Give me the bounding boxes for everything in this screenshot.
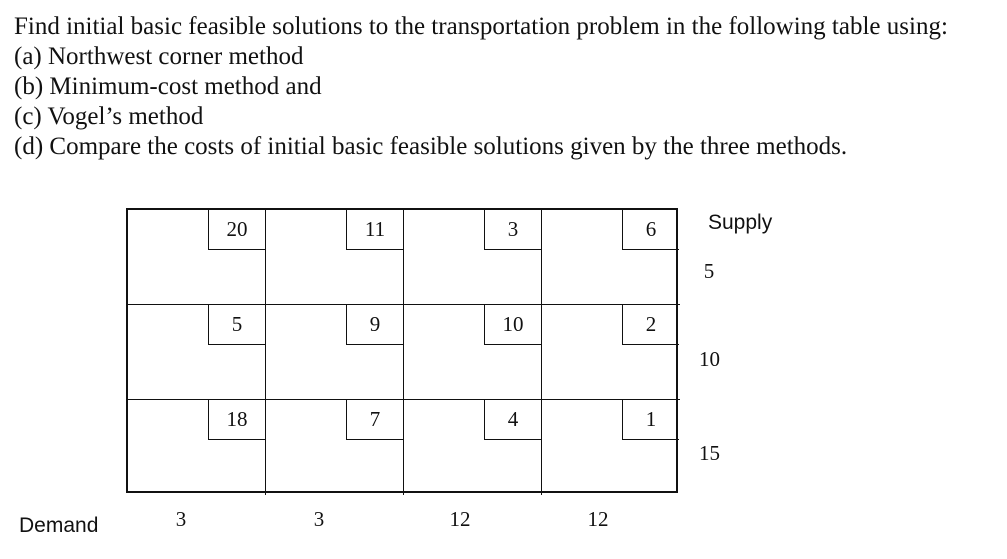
demand-value-col-3: 12 <box>449 507 471 531</box>
demand-value-col-2: 3 <box>313 507 325 531</box>
cost-box-r3-c3: 4 <box>484 400 541 440</box>
cost-box-r2-c1: 5 <box>208 305 265 345</box>
cost-box-r2-c4: 2 <box>622 305 679 345</box>
supply-value-row-2: 10 <box>699 347 720 371</box>
cost-box-r2-c3: 10 <box>484 305 541 345</box>
problem-statement <box>14 12 948 162</box>
table-cell-r3-c4 <box>542 400 680 495</box>
table-cell-r2-c2 <box>266 305 404 400</box>
supply-label: Supply <box>708 211 773 234</box>
demand-value-col-1: 3 <box>175 507 187 531</box>
table-cell-r1-c1 <box>128 210 266 305</box>
table-cell-r3-c3 <box>404 400 542 495</box>
problem-part-d: (d) Compare the costs of initial basic feasible solutions given by the three methods. <box>14 133 848 160</box>
demand-value-col-4: 12 <box>587 507 609 531</box>
table-cell-r2-c4 <box>542 305 680 400</box>
transportation-table <box>126 208 678 493</box>
cost-box-r3-c1: 18 <box>208 400 265 440</box>
problem-part-a: (a) Northwest corner method <box>14 43 304 70</box>
cost-box-r1-c1: 20 <box>208 210 265 250</box>
cost-box-r3-c2: 7 <box>346 400 403 440</box>
table-cell-r3-c2 <box>266 400 404 495</box>
supply-value-row-3: 15 <box>699 441 720 465</box>
cost-box-r1-c3: 3 <box>484 210 541 250</box>
problem-part-b: (b) Minimum-cost method and <box>14 73 322 100</box>
cost-box-r2-c2: 9 <box>346 305 403 345</box>
table-cell-r1-c3 <box>404 210 542 305</box>
problem-intro: Find initial basic feasible solutions to the transportation problem in the following table using: <box>14 13 948 40</box>
table-cell-r2-c3 <box>404 305 542 400</box>
table-cell-r2-c1 <box>128 305 266 400</box>
cost-box-r1-c4: 6 <box>622 210 679 250</box>
demand-label: Demand <box>19 514 99 537</box>
table-cell-r1-c4 <box>542 210 680 305</box>
table-cell-r1-c2 <box>266 210 404 305</box>
cost-box-r3-c4: 1 <box>622 400 679 440</box>
cost-box-r1-c2: 11 <box>346 210 403 250</box>
problem-part-c: (c) Vogel’s method <box>14 103 204 130</box>
table-cell-r3-c1 <box>128 400 266 495</box>
supply-value-row-1: 5 <box>703 259 715 283</box>
